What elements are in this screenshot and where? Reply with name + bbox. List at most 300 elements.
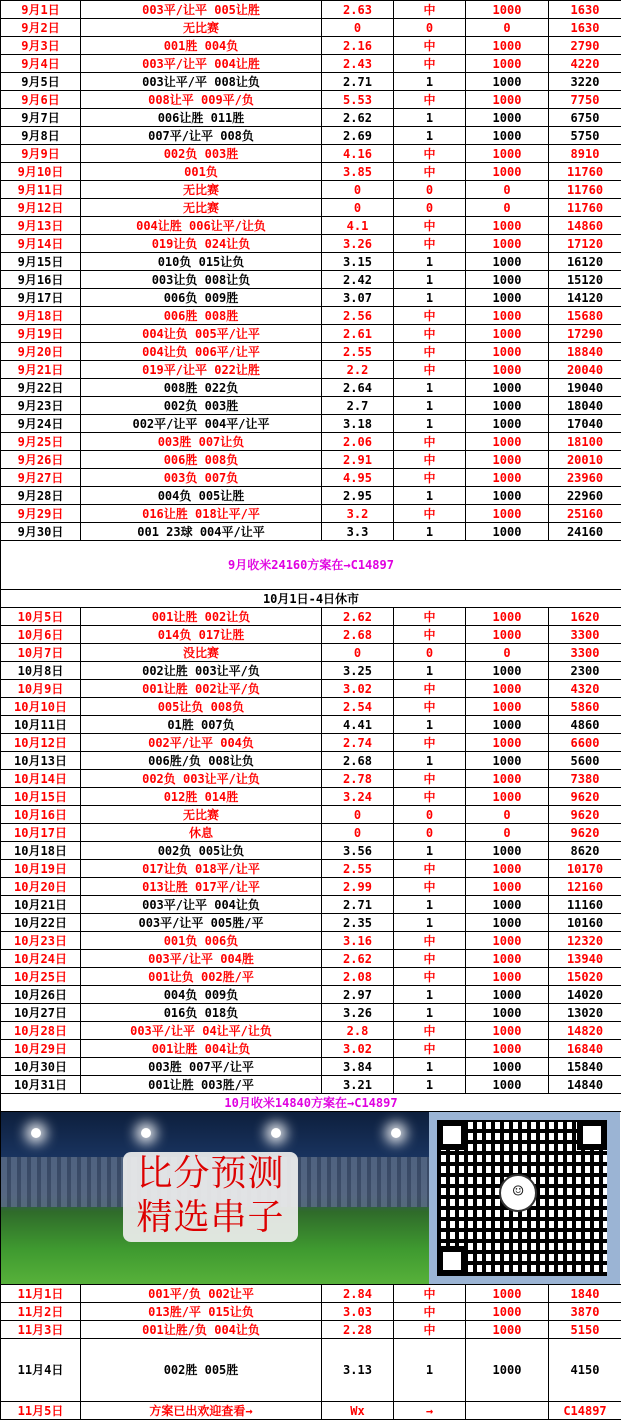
table-row (1, 1076, 621, 1094)
stake-cell: 1000 (466, 523, 549, 541)
date-cell: 10月26日 (1, 986, 81, 1004)
table-row (1, 469, 621, 487)
result-cell: 中 (394, 734, 466, 752)
result-cell: 中 (394, 968, 466, 986)
odds-cell: 2.95 (322, 487, 394, 505)
table-row (1, 433, 621, 451)
picks-cell: 019让负 024让负 (81, 235, 322, 253)
stake-cell: 1000 (466, 253, 549, 271)
stake-cell: 1000 (466, 109, 549, 127)
odds-cell: 2.64 (322, 379, 394, 397)
balance-cell: 14860 (549, 217, 621, 235)
odds-cell: 0 (322, 199, 394, 217)
picks-cell: 没比赛 (81, 644, 322, 662)
date-cell: 9月22日 (1, 379, 81, 397)
stake-cell: 1000 (466, 451, 549, 469)
balance-cell: 11760 (549, 163, 621, 181)
table-row (1, 716, 621, 734)
date-cell: 9月18日 (1, 307, 81, 325)
balance-cell: 15840 (549, 1058, 621, 1076)
date-cell: 10月12日 (1, 734, 81, 752)
picks-cell: 003胜 007平/让平 (81, 1058, 322, 1076)
balance-cell: 2790 (549, 37, 621, 55)
result-cell: 中 (394, 325, 466, 343)
result-cell: 中 (394, 698, 466, 716)
result-cell: 1 (394, 914, 466, 932)
table-row (1, 842, 621, 860)
stake-cell: 1000 (466, 235, 549, 253)
picks-cell: 004让负 006平/让平 (81, 343, 322, 361)
table-row (1, 950, 621, 968)
table-row (1, 199, 621, 217)
balance-cell: 18040 (549, 397, 621, 415)
table-row (1, 91, 621, 109)
table-row (1, 1285, 621, 1303)
odds-cell: 2.42 (322, 271, 394, 289)
result-cell: 1 (394, 253, 466, 271)
date-cell: 10月27日 (1, 1004, 81, 1022)
result-cell: 中 (394, 91, 466, 109)
balance-cell: 6600 (549, 734, 621, 752)
table-row (1, 163, 621, 181)
november-records (1, 1285, 621, 1402)
stake-cell: 1000 (466, 217, 549, 235)
picks-cell: 006胜 008胜 (81, 307, 322, 325)
date-cell: 10月24日 (1, 950, 81, 968)
picks-cell: 003平/让平 004让负 (81, 896, 322, 914)
stake-cell: 1000 (466, 361, 549, 379)
result-cell: 中 (394, 878, 466, 896)
odds-cell: 2.68 (322, 626, 394, 644)
result-cell: 1 (394, 523, 466, 541)
picks-cell: 016负 018负 (81, 1004, 322, 1022)
date-cell: 10月7日 (1, 644, 81, 662)
odds-cell: 2.06 (322, 433, 394, 451)
stake-cell: 1000 (466, 734, 549, 752)
date-cell: 9月24日 (1, 415, 81, 433)
balance-cell: 13940 (549, 950, 621, 968)
table-row (1, 37, 621, 55)
table-row (1, 752, 621, 770)
date-cell: 10月19日 (1, 860, 81, 878)
table-row (1, 968, 621, 986)
date-cell: 10月8日 (1, 662, 81, 680)
balance-cell: 18840 (549, 343, 621, 361)
picks-cell: 003平/让平 005让胜 (81, 1, 322, 19)
picks-cell: 003平/让平 04让平/让负 (81, 1022, 322, 1040)
table-row (1, 271, 621, 289)
odds-cell: 2.08 (322, 968, 394, 986)
balance-cell: 1630 (549, 1, 621, 19)
balance-cell: 16840 (549, 1040, 621, 1058)
promo-text-box (123, 1152, 298, 1242)
stake-cell: 1000 (466, 968, 549, 986)
balance-cell: 25160 (549, 505, 621, 523)
october-records (1, 608, 621, 1094)
stake-cell: 1000 (466, 878, 549, 896)
stake-cell: 1000 (466, 716, 549, 734)
date-cell: 10月15日 (1, 788, 81, 806)
odds-cell: 2.8 (322, 1022, 394, 1040)
balance-cell: 16120 (549, 253, 621, 271)
result-cell: 中 (394, 860, 466, 878)
result-cell: 1 (394, 1004, 466, 1022)
promo-banner (1, 1112, 621, 1285)
balance-cell: 22960 (549, 487, 621, 505)
stake-cell: 1000 (466, 932, 549, 950)
date-cell: 9月26日 (1, 451, 81, 469)
balance-cell: 23960 (549, 469, 621, 487)
result-cell: 中 (394, 626, 466, 644)
result-cell: 中 (394, 950, 466, 968)
picks-cell: 012胜 014胜 (81, 788, 322, 806)
odds-cell: Wx (322, 1402, 394, 1420)
table-row (1, 145, 621, 163)
picks-cell: 001让胜 003胜/平 (81, 1076, 322, 1094)
table-row (1, 680, 621, 698)
date-cell: 10月22日 (1, 914, 81, 932)
odds-cell: 4.16 (322, 145, 394, 163)
table-row (1, 788, 621, 806)
table-row (1, 1303, 621, 1321)
picks-cell: 001让胜/负 004让负 (81, 1321, 322, 1339)
result-cell: 1 (394, 487, 466, 505)
balance-cell: 15020 (549, 968, 621, 986)
result-cell: 0 (394, 824, 466, 842)
date-cell: 9月23日 (1, 397, 81, 415)
odds-cell: 2.68 (322, 752, 394, 770)
date-cell: 9月13日 (1, 217, 81, 235)
odds-cell: 2.74 (322, 734, 394, 752)
table-row (1, 770, 621, 788)
odds-cell: 3.24 (322, 788, 394, 806)
result-cell: 1 (394, 896, 466, 914)
odds-cell: 4.95 (322, 469, 394, 487)
odds-cell: 2.91 (322, 451, 394, 469)
table-row (1, 523, 621, 541)
result-cell: 中 (394, 451, 466, 469)
stake-cell: 1000 (466, 950, 549, 968)
picks-cell: 013胜/平 015让负 (81, 1303, 322, 1321)
table-row (1, 824, 621, 842)
balance-cell: 20040 (549, 361, 621, 379)
date-cell: 10月25日 (1, 968, 81, 986)
stake-cell: 1000 (466, 487, 549, 505)
result-cell: 1 (394, 397, 466, 415)
result-cell: 中 (394, 145, 466, 163)
date-cell: 10月5日 (1, 608, 81, 626)
picks-cell: 003平/让平 004胜 (81, 950, 322, 968)
stake-cell: 1000 (466, 752, 549, 770)
stake-cell: 1000 (466, 289, 549, 307)
date-cell: 10月16日 (1, 806, 81, 824)
stake-cell: 1000 (466, 1, 549, 19)
october-summary-section (1, 1094, 621, 1285)
result-cell: 1 (394, 73, 466, 91)
picks-cell: 003让负 008让负 (81, 271, 322, 289)
balance-cell: 3870 (549, 1303, 621, 1321)
odds-cell: 0 (322, 19, 394, 37)
odds-cell: 2.71 (322, 73, 394, 91)
balance-cell: 12160 (549, 878, 621, 896)
result-cell: 中 (394, 307, 466, 325)
odds-cell: 2.2 (322, 361, 394, 379)
table-row (1, 73, 621, 91)
date-cell: 10月23日 (1, 932, 81, 950)
promo-line-2: 精选串子 (123, 1196, 298, 1240)
picks-cell: 013让胜 017平/让平 (81, 878, 322, 896)
odds-cell: 2.56 (322, 307, 394, 325)
table-row (1, 505, 621, 523)
table-row (1, 487, 621, 505)
picks-cell: 006负 009胜 (81, 289, 322, 307)
stake-cell: 1000 (466, 1040, 549, 1058)
date-cell: 9月5日 (1, 73, 81, 91)
stake-cell: 1000 (466, 626, 549, 644)
stake-cell: 1000 (466, 145, 549, 163)
balance-cell: 3300 (549, 626, 621, 644)
stake-cell (466, 1402, 549, 1420)
date-cell: 10月30日 (1, 1058, 81, 1076)
table-row (1, 55, 621, 73)
stake-cell: 1000 (466, 397, 549, 415)
odds-cell: 3.85 (322, 163, 394, 181)
stake-cell: 1000 (466, 1321, 549, 1339)
picks-cell: 008让平 009平/负 (81, 91, 322, 109)
balance-cell: 5150 (549, 1321, 621, 1339)
table-row (1, 914, 621, 932)
date-cell: 11月2日 (1, 1303, 81, 1321)
balance-cell: 14120 (549, 289, 621, 307)
table-row (1, 217, 621, 235)
table-row (1, 1004, 621, 1022)
balance-cell: 17290 (549, 325, 621, 343)
result-cell: 中 (394, 1022, 466, 1040)
result-cell: 1 (394, 1076, 466, 1094)
result-cell: 1 (394, 662, 466, 680)
promo-line-1: 比分预测 (123, 1152, 298, 1196)
september-records (1, 1, 621, 541)
balance-cell: 20010 (549, 451, 621, 469)
picks-cell: 004让胜 006让平/让负 (81, 217, 322, 235)
stake-cell: 1000 (466, 91, 549, 109)
odds-cell: 3.02 (322, 1040, 394, 1058)
balance-cell: 4320 (549, 680, 621, 698)
balance-cell: 9620 (549, 788, 621, 806)
date-cell: 9月20日 (1, 343, 81, 361)
odds-cell: 2.7 (322, 397, 394, 415)
table-row (1, 343, 621, 361)
table-row (1, 644, 621, 662)
odds-cell: 3.07 (322, 289, 394, 307)
picks-cell: 方案已出欢迎查看→ (81, 1402, 322, 1420)
stake-cell: 1000 (466, 842, 549, 860)
table-row (1, 734, 621, 752)
odds-cell: 2.55 (322, 343, 394, 361)
result-cell: 中 (394, 1, 466, 19)
picks-cell: 002负 005让负 (81, 842, 322, 860)
date-cell: 9月16日 (1, 271, 81, 289)
picks-cell: 001平/负 002让平 (81, 1285, 322, 1303)
date-cell: 10月20日 (1, 878, 81, 896)
picks-cell: 002负 003胜 (81, 145, 322, 163)
date-cell: 9月17日 (1, 289, 81, 307)
stake-cell: 1000 (466, 698, 549, 716)
stake-cell: 1000 (466, 788, 549, 806)
stake-cell: 0 (466, 181, 549, 199)
picks-cell: 006胜/负 008让负 (81, 752, 322, 770)
odds-cell: 2.69 (322, 127, 394, 145)
date-cell: 9月21日 (1, 361, 81, 379)
result-cell: 0 (394, 806, 466, 824)
stake-cell: 1000 (466, 680, 549, 698)
balance-cell: 3220 (549, 73, 621, 91)
table-row (1, 878, 621, 896)
odds-cell: 3.26 (322, 1004, 394, 1022)
date-cell: 10月11日 (1, 716, 81, 734)
table-row (1, 896, 621, 914)
stake-cell: 1000 (466, 307, 549, 325)
balance-cell: 5600 (549, 752, 621, 770)
odds-cell: 3.21 (322, 1076, 394, 1094)
final-row-section (1, 1402, 621, 1420)
odds-cell: 0 (322, 181, 394, 199)
result-cell: 0 (394, 199, 466, 217)
table-row (1, 253, 621, 271)
stake-cell: 1000 (466, 986, 549, 1004)
picks-cell: 003让平/平 008让负 (81, 73, 322, 91)
odds-cell: 3.16 (322, 932, 394, 950)
picks-cell: 007平/让平 008负 (81, 127, 322, 145)
odds-cell: 2.35 (322, 914, 394, 932)
picks-cell: 004负 005让胜 (81, 487, 322, 505)
qr-code-image (429, 1112, 620, 1284)
table-row (1, 397, 621, 415)
picks-cell: 001让负 002胜/平 (81, 968, 322, 986)
october-summary: 10月收米14840方案在→C14897 (1, 1094, 621, 1112)
odds-cell: 3.84 (322, 1058, 394, 1076)
odds-cell: 3.13 (322, 1339, 394, 1402)
date-cell: 11月3日 (1, 1321, 81, 1339)
odds-cell: 2.63 (322, 1, 394, 19)
odds-cell: 2.43 (322, 55, 394, 73)
date-cell: 9月12日 (1, 199, 81, 217)
balance-cell: 1840 (549, 1285, 621, 1303)
odds-cell: 3.56 (322, 842, 394, 860)
balance-cell: 4220 (549, 55, 621, 73)
picks-cell: 001负 (81, 163, 322, 181)
odds-cell: 2.78 (322, 770, 394, 788)
result-cell: 1 (394, 986, 466, 1004)
table-row (1, 932, 621, 950)
odds-cell: 3.26 (322, 235, 394, 253)
balance-cell: 10160 (549, 914, 621, 932)
date-cell: 11月1日 (1, 1285, 81, 1303)
result-cell: 0 (394, 644, 466, 662)
date-cell: 9月2日 (1, 19, 81, 37)
result-cell: 1 (394, 716, 466, 734)
result-cell: 1 (394, 415, 466, 433)
table-row (1, 1339, 621, 1402)
date-cell: 10月18日 (1, 842, 81, 860)
stake-cell: 1000 (466, 271, 549, 289)
table-row (1, 325, 621, 343)
october-holiday-note: 10月1日-4日休市 (1, 590, 621, 608)
odds-cell: 2.28 (322, 1321, 394, 1339)
date-cell: 9月19日 (1, 325, 81, 343)
table-row (1, 1040, 621, 1058)
date-cell: 10月17日 (1, 824, 81, 842)
picks-cell: 003平/让平 005胜/平 (81, 914, 322, 932)
result-cell: 中 (394, 343, 466, 361)
date-cell: 10月10日 (1, 698, 81, 716)
odds-cell: 2.55 (322, 860, 394, 878)
picks-cell: 014负 017让胜 (81, 626, 322, 644)
odds-cell: 0 (322, 806, 394, 824)
table-row (1, 379, 621, 397)
balance-cell: 6750 (549, 109, 621, 127)
date-cell: 9月6日 (1, 91, 81, 109)
result-cell: 中 (394, 1285, 466, 1303)
result-cell: 中 (394, 217, 466, 235)
date-cell: 9月14日 (1, 235, 81, 253)
picks-cell: 002负 003让平/让负 (81, 770, 322, 788)
odds-cell: 2.84 (322, 1285, 394, 1303)
stake-cell: 1000 (466, 127, 549, 145)
stake-cell: 1000 (466, 73, 549, 91)
table-row (1, 860, 621, 878)
picks-cell: 休息 (81, 824, 322, 842)
result-cell: 1 (394, 379, 466, 397)
table-row (1, 127, 621, 145)
result-cell: 中 (394, 932, 466, 950)
table-row (1, 307, 621, 325)
date-cell: 10月9日 (1, 680, 81, 698)
balance-cell: 14840 (549, 1076, 621, 1094)
table-row (1, 1, 621, 19)
stake-cell: 1000 (466, 662, 549, 680)
picks-cell: 008胜 022负 (81, 379, 322, 397)
stake-cell: 1000 (466, 163, 549, 181)
picks-cell: 001胜 004负 (81, 37, 322, 55)
balance-cell: 11760 (549, 181, 621, 199)
result-cell: 中 (394, 235, 466, 253)
result-cell: 中 (394, 361, 466, 379)
result-cell: 中 (394, 37, 466, 55)
date-cell: 10月28日 (1, 1022, 81, 1040)
odds-cell: 5.53 (322, 91, 394, 109)
stake-cell: 1000 (466, 55, 549, 73)
picks-cell: 016让胜 018让平/平 (81, 505, 322, 523)
odds-cell: 4.1 (322, 217, 394, 235)
stake-cell: 0 (466, 824, 549, 842)
table-row (1, 1058, 621, 1076)
balance-cell: 4860 (549, 716, 621, 734)
balance-cell: 11760 (549, 199, 621, 217)
table-row (1, 1321, 621, 1339)
picks-cell: 003负 007负 (81, 469, 322, 487)
balance-cell: 17120 (549, 235, 621, 253)
odds-cell: 2.61 (322, 325, 394, 343)
date-cell: 9月25日 (1, 433, 81, 451)
picks-cell: 005让负 008负 (81, 698, 322, 716)
odds-cell: 0 (322, 644, 394, 662)
date-cell: 9月8日 (1, 127, 81, 145)
odds-cell: 2.97 (322, 986, 394, 1004)
result-cell: 中 (394, 469, 466, 487)
result-cell: 1 (394, 842, 466, 860)
odds-cell: 2.54 (322, 698, 394, 716)
